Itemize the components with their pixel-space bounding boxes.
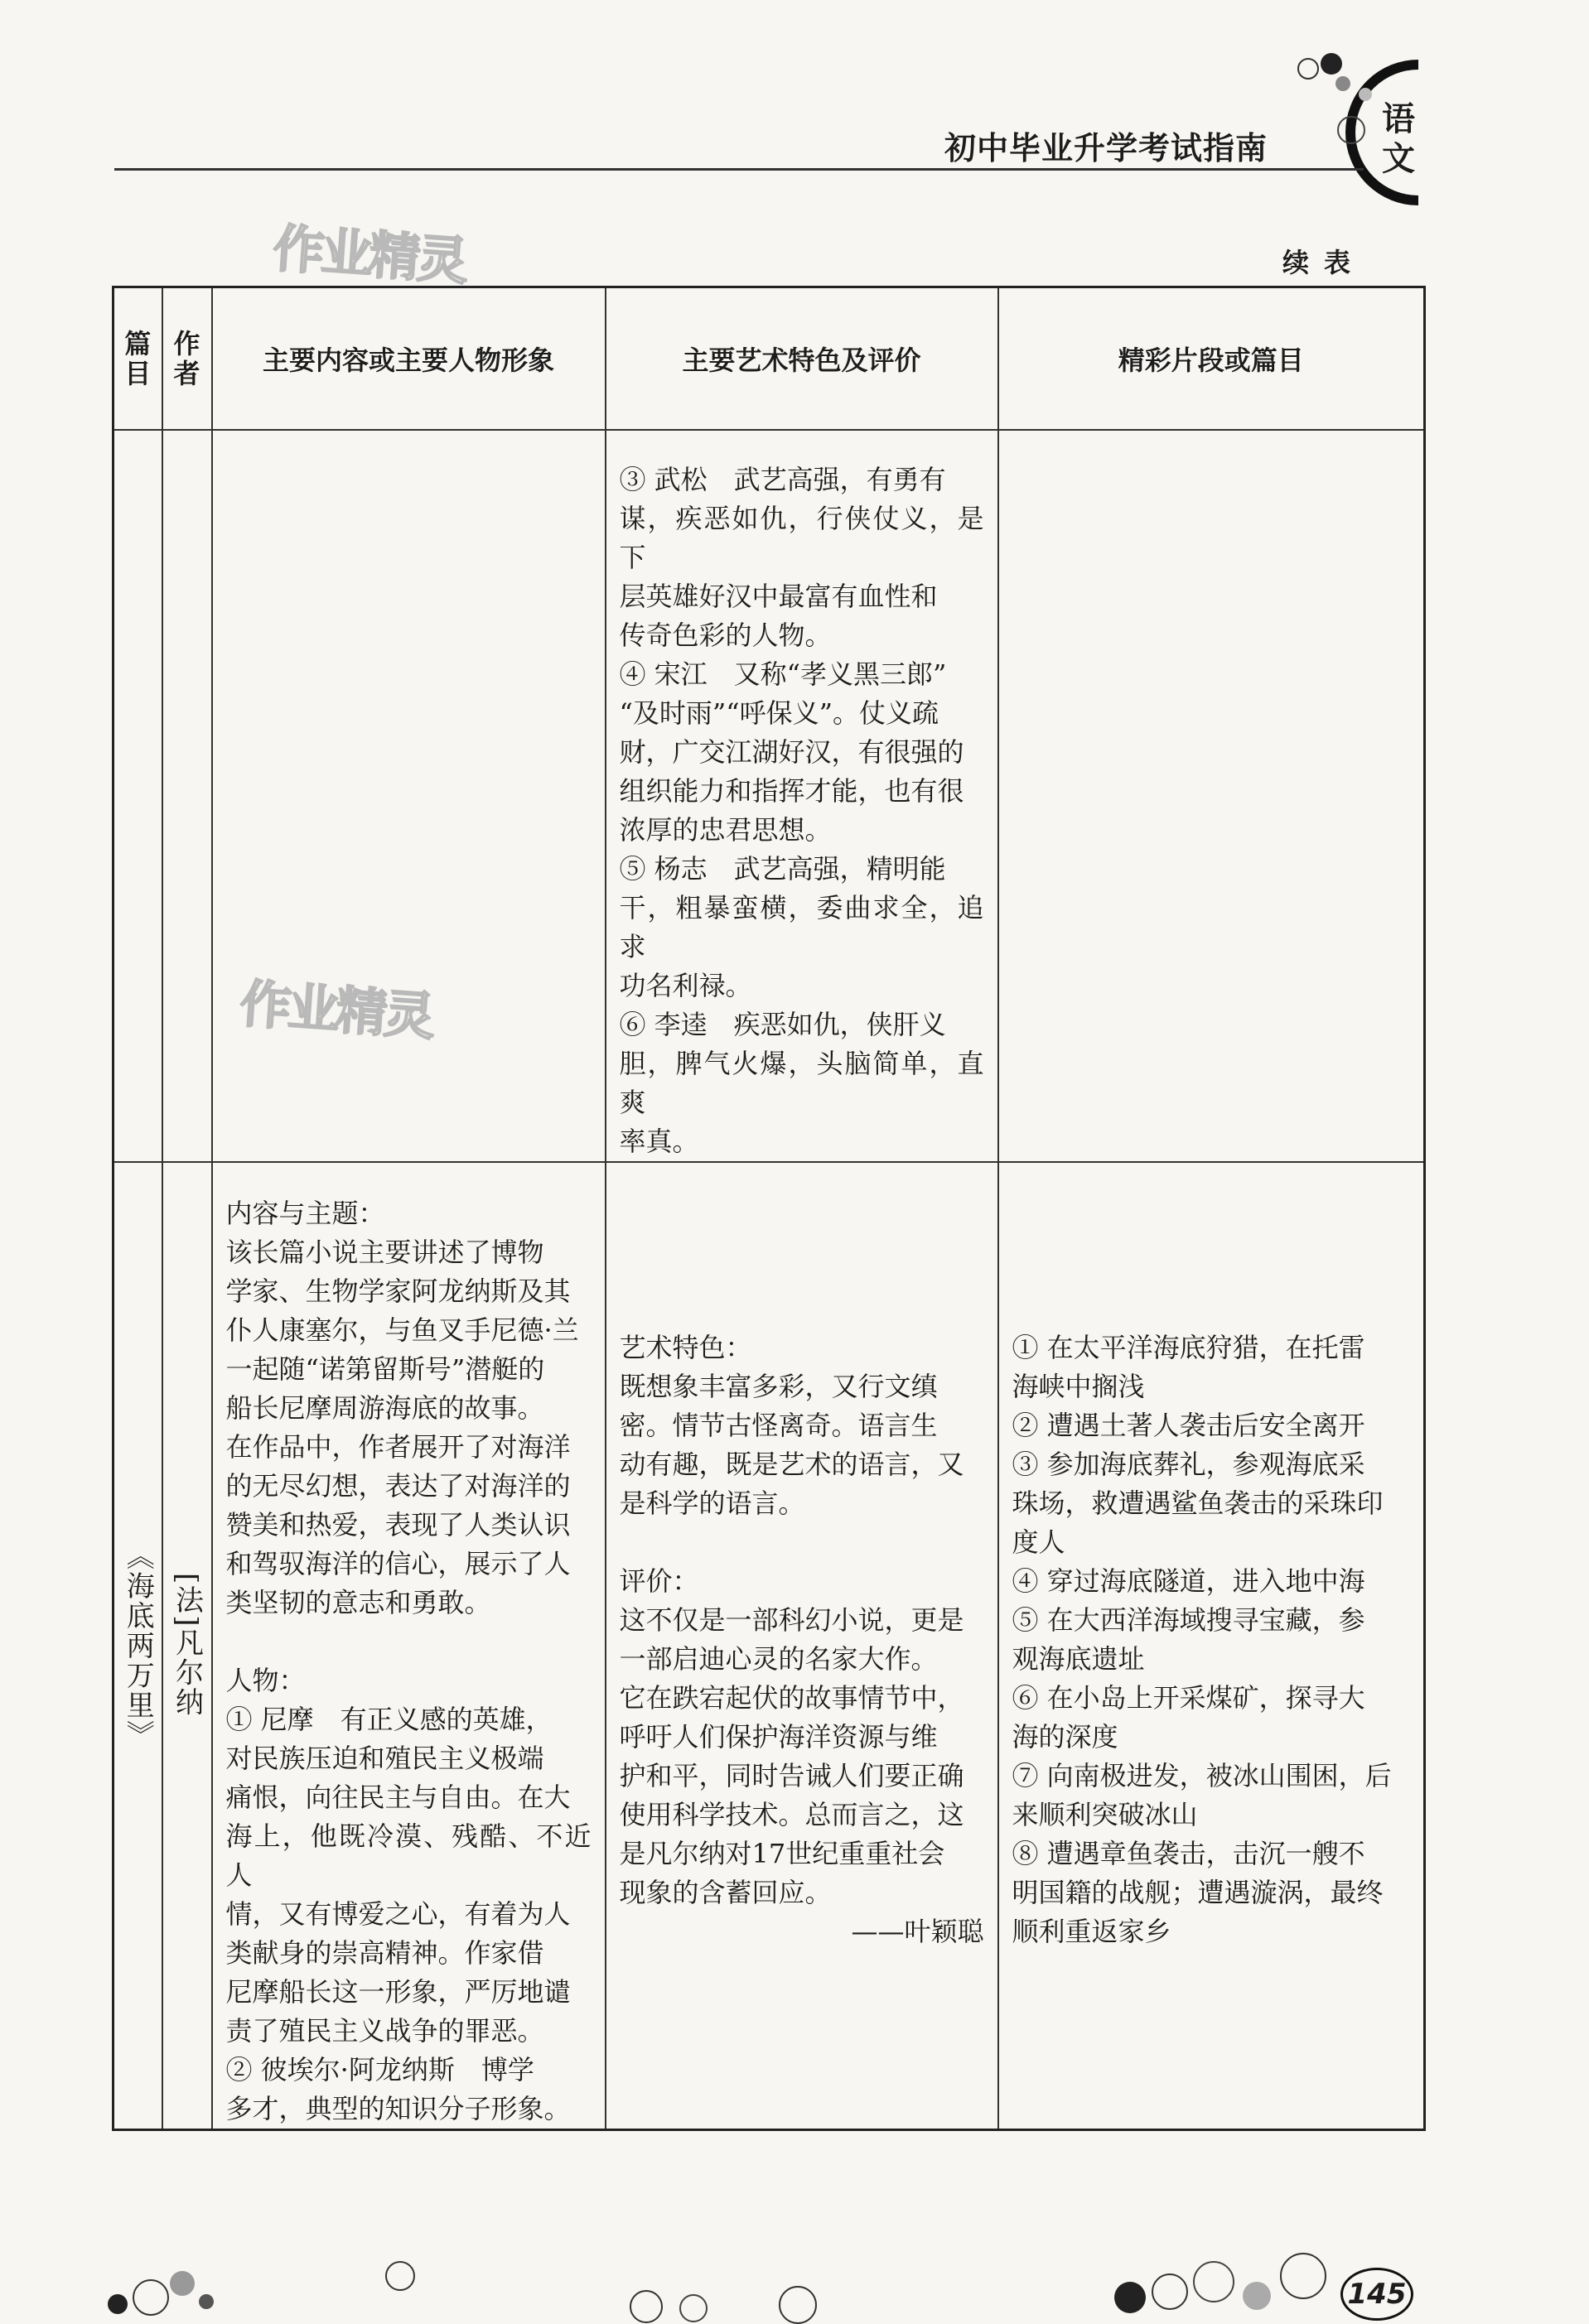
text-line: 度人 [1012,1526,1065,1558]
text-line: 现象的含蓄回应。 [619,1876,832,1908]
text-line: 一起随“诺第留斯号”潜艇的 [225,1352,545,1385]
text-line: 和驾驭海洋的信心，展示了人 [225,1547,571,1579]
row1-art-text [606,431,997,1161]
text-line: ① 尼摩 有正义感的英雄， [225,1703,553,1735]
text-line: 谋，疾恶如仇，行侠仗义，是下 [619,502,984,573]
decor-dot [1193,2261,1234,2302]
page-number: 145 [1340,2268,1413,2321]
row2-art-cell [606,1162,998,2130]
table-row [114,430,1425,1162]
text-line: ⑤ 杨志 武艺高强，精明能 [619,852,946,885]
text-line: 呼吁人们保护海洋资源与维 [619,1720,938,1753]
text-line: 珠场，救遭遇鲨鱼袭击的采珠印 [1012,1487,1384,1519]
text-line: 观海底遗址 [1012,1642,1145,1675]
decor-dot [1297,58,1319,80]
text-line: 船长尼摩周游海底的故事。 [225,1391,544,1424]
text-line: 情，又有博爱之心，有着为人 [225,1897,571,1930]
row1-author-cell [162,430,212,1162]
decor-dot [1321,53,1342,75]
book-title: 《海底两万里》 [121,1540,155,1750]
decor-dot [679,2294,708,2322]
text-line: ② 遭遇土著人袭击后安全离开 [1012,1409,1365,1441]
text-line: 学家、生物学家阿龙纳斯及其 [225,1275,571,1307]
decor-dot [1152,2273,1188,2310]
reading-guide-table [112,286,1426,2131]
text-line: 传奇色彩的人物。 [619,619,832,651]
paragraph-gap [226,1622,592,1661]
text-line: ④ 穿过海底隧道，进入地中海 [1012,1565,1365,1597]
watermark: 作业精灵 [238,972,434,1047]
table-row [114,1162,1425,2130]
text-line: 是凡尔纳对17世纪重重社会 [619,1837,945,1869]
text-line: 海的深度 [1012,1720,1118,1753]
text-line: 在作品中，作者展开了对海洋 [225,1430,571,1463]
row2-excerpt-cell [998,1162,1425,2130]
header-art-col: 主要艺术特色及评价 [606,287,998,430]
text-line: ③ 参加海底葬礼，参观海底采 [1012,1448,1365,1480]
header-author-text: 作者 [173,327,200,389]
subject-label [1380,99,1417,179]
text-line: 海峡中搁浅 [1012,1370,1145,1402]
header-author-col [162,287,212,430]
decor-dot [133,2279,169,2316]
text-line: ⑤ 在大西洋海域搜寻宝藏，参 [1012,1603,1365,1636]
row1-art-cell [606,430,998,1162]
text-line: 浓厚的忠君思想。 [619,813,832,846]
row1-title-cell [114,430,162,1162]
decor-dot [1280,2253,1326,2299]
text-line: 这不仅是一部科幻小说，更是 [619,1603,964,1636]
header-excerpt-col: 精彩片段或篇目 [998,287,1425,430]
text-line: 组织能力和指挥才能，也有很 [619,774,964,807]
row2-content-cell [212,1162,606,2130]
text-line: 仆人康塞尔，与鱼叉手尼德·兰 [225,1314,579,1346]
text-line: 多才，典型的知识分子形象。 [225,2092,571,2124]
paragraph-gap [620,1523,984,1562]
text-line: 类献身的崇高精神。作家借 [225,1936,544,1969]
text-line: 胆，脾气火爆，头脑简单，直爽 [619,1047,984,1118]
text-line: 责了殖民主义战争的罪恶。 [225,2014,544,2047]
decor-dot [630,2290,663,2323]
text-line: 尼摩船长这一形象，严厉地谴 [225,1975,571,2008]
text-line: 对民族压迫和殖民主义极端 [225,1742,544,1774]
decor-dot [385,2261,415,2291]
text-line: ⑦ 向南极进发，被冰山围困，后 [1012,1759,1392,1791]
decor-dot [1337,116,1365,144]
text-line: 类坚韧的意志和勇敢。 [225,1586,491,1618]
text-line: 顺利重返家乡 [1012,1915,1171,1947]
text-line: ② 彼埃尔·阿龙纳斯 博学 [225,2053,534,2085]
subject-char-bottom: 文 [1382,139,1415,178]
text-line: 密。情节古怪离奇。语言生 [619,1409,938,1441]
decor-dot [1359,88,1372,101]
decor-dot [170,2271,195,2296]
text-line: “及时雨”“呼保义”。仗义疏 [619,697,939,729]
text-line: ④ 宋江 又称“孝义黑三郎” [619,658,947,690]
text-line: 的无尽幻想，表达了对海洋的 [225,1469,571,1502]
text-line: 功名利禄。 [619,969,752,1001]
row1-content-cell [212,430,606,1162]
header-divider [114,168,1364,171]
decor-dot [1114,2282,1146,2313]
header-title-text: 篇目 [124,327,152,389]
text-line: ⑥ 在小岛上开采煤矿，探寻大 [1012,1681,1365,1714]
text-line: 来顺利突破冰山 [1012,1798,1198,1830]
text-line: 动有趣，既是艺术的语言，又 [619,1448,964,1480]
text-line: 艺术特色： [619,1331,752,1363]
text-line: 人物： [225,1664,306,1696]
text-line: 既想象丰富多彩，又行文缜 [619,1370,938,1402]
decor-dot [1335,76,1350,91]
watermark: 作业精灵 [271,217,467,292]
text-line: 评价： [619,1565,699,1597]
text-line: 使用科学技术。总而言之，这 [619,1798,964,1830]
table-header-row [114,287,1425,430]
header-content-col: 主要内容或主要人物形象 [212,287,606,430]
text-line: 财，广交江湖好汉，有很强的 [619,735,964,768]
text-line: 内容与主题： [225,1197,385,1229]
text-line: 海上，他既冷漠、残酷、不近人 [225,1820,592,1891]
book-author: [法]凡尔纳 [170,1573,204,1718]
text-line: 它在跌宕起伏的故事情节中， [619,1681,964,1714]
text-line: 一部启迪心灵的名家大作。 [619,1642,938,1675]
text-line: ① 在太平洋海底狩猎，在托雷 [1012,1331,1365,1363]
header-title-col [114,287,162,430]
text-line: 痛恨，向往民主与自由。在大 [225,1781,571,1813]
decor-dot [199,2294,214,2309]
text-line: 率真。 [619,1125,699,1157]
continued-label: 续表 [1282,247,1366,278]
text-line: 层英雄好汉中最富有血性和 [619,580,938,612]
row2-art-text [606,1163,997,1951]
attribution: ——叶颖聪 [851,1915,984,1947]
decor-dot [779,2286,817,2324]
text-line: 护和平，同时告诫人们要正确 [619,1759,964,1791]
text-line: ⑥ 李逵 疾恶如仇，侠肝义 [619,1008,946,1040]
text-line: ③ 武松 武艺高强，有勇有 [619,463,946,495]
decor-dot [108,2294,128,2314]
row1-excerpt-cell [998,430,1425,1162]
decor-dot [1243,2282,1271,2310]
text-line: 干，粗暴蛮横，委曲求全，追求 [619,891,984,962]
row2-excerpt-text [999,1163,1424,1951]
text-line: 该长篇小说主要讲述了博物 [225,1236,544,1268]
row2-title-cell [114,1162,162,2130]
subject-char-top: 语 [1382,99,1415,138]
text-line: 明国籍的战舰；遭遇漩涡，最终 [1012,1876,1384,1908]
text-line: ⑧ 遭遇章鱼袭击，击沉一艘不 [1012,1837,1365,1869]
text-line: 赞美和热爱，表现了人类认识 [225,1508,571,1540]
page-title: 初中毕业升学考试指南 [944,129,1268,166]
text-line: 是科学的语言。 [619,1487,805,1519]
row2-content-text [213,1163,605,2129]
row2-author-cell [162,1162,212,2130]
